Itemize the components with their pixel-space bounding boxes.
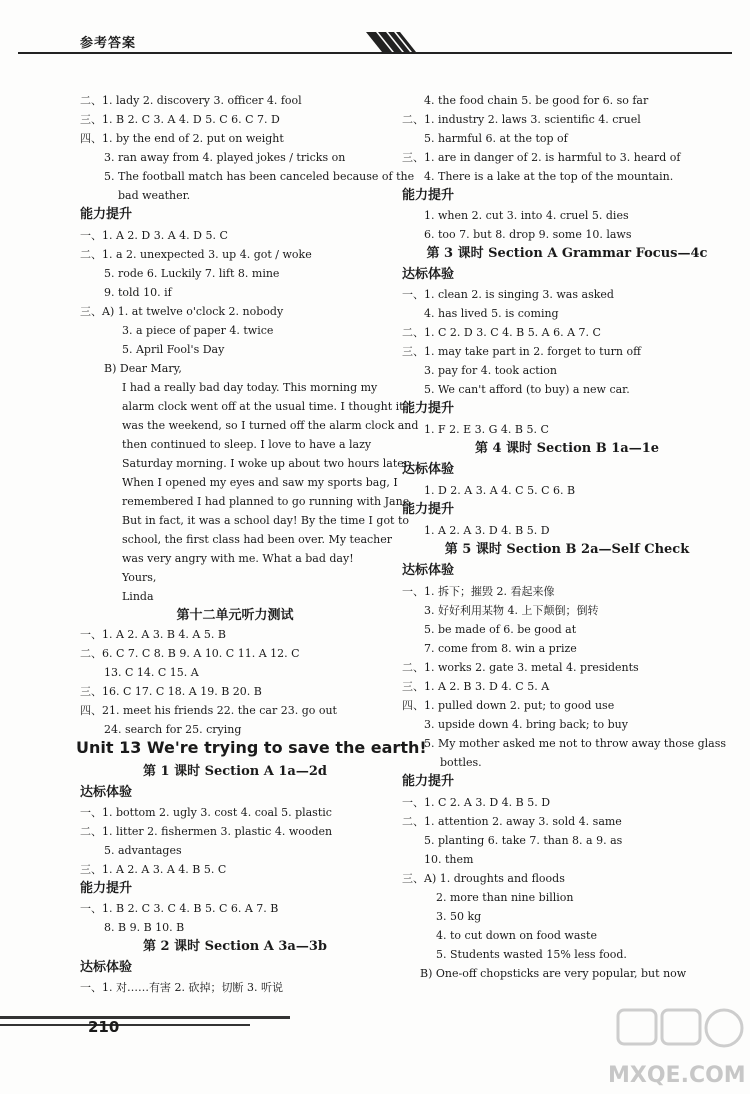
answer-line: 1. F 2. E 3. G 4. B 5. C (424, 423, 549, 436)
lesson-heading: 第 2 课时 Section A 3a—3b (142, 939, 327, 954)
answer-line: 4. the food chain 5. be good for 6. so far (424, 94, 649, 107)
letter-line: school, the first class had been over. My teacher (122, 533, 393, 546)
section-heading: 达标体验 (402, 267, 455, 282)
answer-line: 三、A) 1. at twelve o'clock 2. nobody (80, 305, 284, 318)
answer-line: 1. A 2. A 3. D 4. B 5. D (424, 524, 550, 537)
letter-line: was very angry with me. What a bad day! (122, 552, 354, 565)
answer-line: 6. too 7. but 8. drop 9. some 10. laws (424, 228, 632, 241)
answer-line: 一、1. A 2. D 3. A 4. D 5. C (80, 229, 228, 242)
page-number: 210 (88, 1018, 120, 1036)
lesson-heading: 第 1 课时 Section A 1a—2d (142, 764, 327, 779)
answer-line: 7. come from 8. win a prize (424, 642, 577, 655)
answer-line: 四、1. pulled down 2. put; to good use (402, 699, 615, 712)
watermark-text: MXQE.COM (608, 1063, 746, 1088)
section-heading: 达标体验 (402, 462, 455, 477)
answer-line: 5. The football match has been canceled because of the (104, 170, 415, 183)
answer-line: 三、16. C 17. C 18. A 19. B 20. B (80, 685, 262, 698)
answer-line: 二、1. a 2. unexpected 3. up 4. got / woke (80, 248, 312, 261)
letter-line: But in fact, it was a school day! By the time I got to (122, 514, 410, 527)
section-heading: 能力提升 (80, 881, 133, 896)
answer-line: 3. a piece of paper 4. twice (122, 324, 274, 337)
answer-line: 4. has lived 5. is coming (424, 307, 559, 320)
footer-rule (0, 1016, 290, 1019)
header-stripes-icon (366, 30, 416, 52)
answer-line: 3. ran away from 4. played jokes / tricks on (104, 151, 346, 164)
answer-line: 四、21. meet his friends 22. the car 23. go out (80, 704, 337, 717)
answer-line: 二、1. attention 2. away 3. sold 4. same (402, 815, 622, 828)
header-title: 参考答案 (80, 36, 137, 51)
answer-line: 二、1. C 2. D 3. C 4. B 5. A 6. A 7. C (402, 326, 601, 339)
watermark-logo-icon (600, 1004, 750, 1094)
lesson-heading: 第 5 课时 Section B 2a—Self Check (444, 542, 690, 557)
letter-line: was the weekend, so I turned off the alarm clock and (122, 419, 419, 432)
answer-line: 三、1. B 2. C 3. A 4. D 5. C 6. C 7. D (80, 113, 280, 126)
answer-line: 5. advantages (104, 844, 182, 857)
answer-line: 13. C 14. C 15. A (104, 666, 199, 679)
letter-line: Saturday morning. I woke up about two hours later. (122, 457, 412, 470)
answer-line: 5. rode 6. Luckily 7. lift 8. mine (104, 267, 280, 280)
section-heading: 能力提升 (402, 188, 455, 203)
answer-line: 3. 好好利用某物 4. 上下颠倒；倒转 (424, 604, 599, 617)
section-heading: 达标体验 (80, 960, 133, 975)
answer-line: 三、1. may take part in 2. forget to turn off (402, 345, 641, 358)
answer-line: 5. Students wasted 15% less food. (436, 948, 627, 961)
answer-line: 4. to cut down on food waste (436, 929, 597, 942)
answer-line: 5. harmful 6. at the top of (424, 132, 568, 145)
letter-line: remembered I had planned to go running with Jane. (122, 495, 413, 508)
header-rule (18, 52, 732, 54)
answer-line: 5. planting 6. take 7. than 8. a 9. as (424, 834, 623, 847)
answer-line: B) One-off chopsticks are very popular, but now (420, 967, 687, 980)
answer-line: 二、6. C 7. C 8. B 9. A 10. C 11. A 12. C (80, 647, 300, 660)
listening-test-heading: 第十二单元听力测试 (176, 608, 294, 623)
section-heading: 达标体验 (80, 785, 133, 800)
section-heading: 能力提升 (80, 207, 133, 222)
answer-line: 一、1. bottom 2. ugly 3. cost 4. coal 5. plastic (80, 806, 332, 819)
answer-line: 二、1. lady 2. discovery 3. officer 4. fool (80, 94, 302, 107)
answer-line: 三、1. A 2. B 3. D 4. C 5. A (402, 680, 550, 693)
section-heading: 达标体验 (402, 563, 455, 578)
answer-line: 三、1. A 2. A 3. A 4. B 5. C (80, 863, 227, 876)
letter-line: I had a really bad day today. This morning my (122, 381, 378, 394)
page-header (18, 28, 732, 54)
answer-line: bottles. (440, 756, 482, 769)
section-heading: 能力提升 (402, 502, 455, 517)
lesson-heading: 第 3 课时 Section A Grammar Focus—4c (426, 246, 708, 261)
answer-line: 二、1. litter 2. fishermen 3. plastic 4. wooden (80, 825, 333, 838)
answer-line: 2. more than nine billion (436, 891, 574, 904)
answer-line: 一、1. clean 2. is singing 3. was asked (402, 288, 614, 301)
answer-line: 5. My mother asked me not to throw away those glass (424, 737, 727, 750)
answer-line: 一、1. B 2. C 3. C 4. B 5. C 6. A 7. B (80, 902, 279, 915)
letter-line: then continued to sleep. I love to have a lazy (122, 438, 372, 451)
letter-line: When I opened my eyes and saw my sports bag, I (122, 476, 398, 489)
answer-line: bad weather. (118, 189, 191, 202)
letter-signature: Linda (122, 590, 154, 603)
answer-line: 一、1. 拆下；摧毁 2. 看起来像 (402, 585, 555, 598)
answer-line: 一、1. A 2. A 3. B 4. A 5. B (80, 628, 226, 641)
answer-line: 二、1. works 2. gate 3. metal 4. presidents (402, 661, 639, 674)
letter-line: alarm clock went off at the usual time. I thought it (122, 400, 404, 413)
unit-title: Unit 13 We're trying to save the earth! (76, 738, 427, 757)
answer-line: 四、1. by the end of 2. put on weight (80, 132, 284, 145)
answer-line: 三、1. are in danger of 2. is harmful to 3. heard of (402, 151, 681, 164)
answer-line: 8. B 9. B 10. B (104, 921, 185, 934)
answer-line: 三、A) 1. droughts and floods (402, 872, 565, 885)
lesson-heading: 第 4 课时 Section B 1a—1e (474, 441, 660, 456)
answer-line: 5. be made of 6. be good at (424, 623, 577, 636)
answer-line: 1. D 2. A 3. A 4. C 5. C 6. B (424, 484, 576, 497)
answer-line: 9. told 10. if (104, 286, 172, 299)
letter-closing: Yours, (122, 571, 157, 584)
answer-line: 5. We can't afford (to buy) a new car. (424, 383, 630, 396)
footer-rule-thin (0, 1024, 250, 1026)
answer-line: 一、1. C 2. A 3. D 4. B 5. D (402, 796, 551, 809)
answer-line: 5. April Fool's Day (122, 343, 225, 356)
section-heading: 能力提升 (402, 401, 455, 416)
answer-line: 一、1. 对……有害 2. 砍掉；切断 3. 听说 (80, 981, 283, 994)
section-heading: 能力提升 (402, 774, 455, 789)
answer-line: 1. when 2. cut 3. into 4. cruel 5. dies (424, 209, 629, 222)
answer-line: 二、1. industry 2. laws 3. scientific 4. cruel (402, 113, 641, 126)
answer-line: 3. upside down 4. bring back; to buy (424, 718, 628, 731)
answer-line: 24. search for 25. crying (104, 723, 242, 736)
letter-salutation: B) Dear Mary, (104, 362, 182, 375)
answer-line: 10. them (424, 853, 474, 866)
answer-line: 3. pay for 4. took action (424, 364, 557, 377)
answer-line: 3. 50 kg (436, 910, 482, 923)
answer-line: 4. There is a lake at the top of the mountain. (424, 170, 674, 183)
